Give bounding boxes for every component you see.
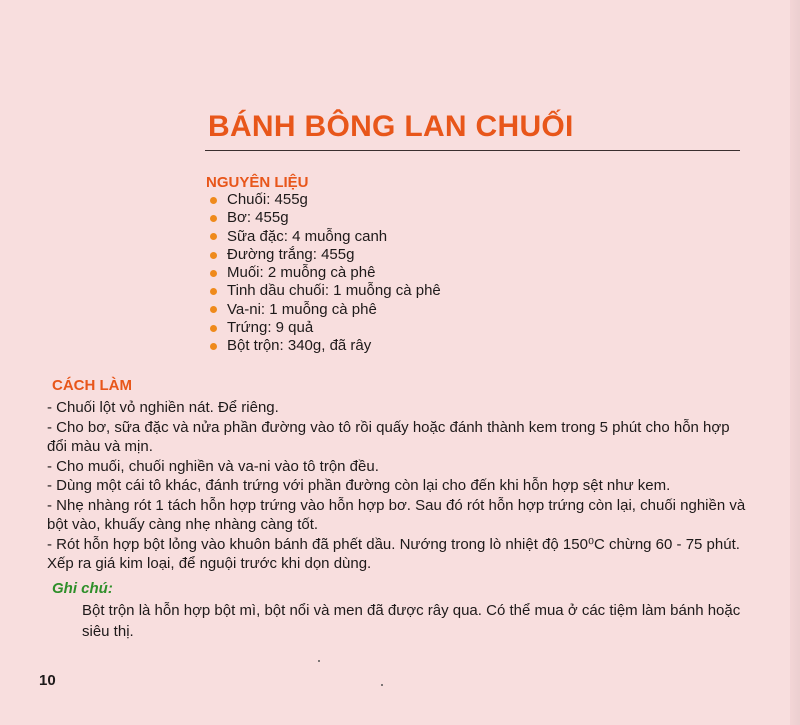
ingredient-item <box>210 282 441 300</box>
bullet-icon <box>210 233 217 240</box>
ingredient-item <box>210 209 441 227</box>
ingredient-item <box>210 301 441 319</box>
note-text: Bột trộn là hỗn hợp bột mì, bột nổi và men đã được rây qua. Có thể mua ở các tiệm làm bánh hoặc siêu thị. <box>82 602 741 640</box>
ingredient-item <box>210 264 441 282</box>
page-number: 10 <box>39 672 56 689</box>
bullet-icon <box>210 343 217 350</box>
method-step: - Nhẹ nhàng rót 1 tách hỗn hợp trứng vào hỗn hợp bơ. Sau đó rót hỗn hợp trứng còn lại, chuối nghiền và bột vào, khuấy càng nhẹ nhàng càng tốt. <box>47 496 746 533</box>
ingredient-text: Đường trắng: 455g <box>227 245 355 263</box>
method-step: - Dùng một cái tô khác, đánh trứng với phần đường còn lại cho đến khi hỗn hợp sệt như kem. <box>47 477 671 494</box>
ingredient-text: Muối: 2 muỗng cà phê <box>227 264 376 282</box>
bullet-icon <box>210 252 217 259</box>
method-step: - Cho bơ, sữa đặc và nửa phần đường vào tô rồi quấy hoặc đánh thành kem trong 5 phút cho hỗn hợp đổi màu và mịn. <box>47 418 730 455</box>
ingredient-text: Bơ: 455g <box>227 209 289 227</box>
bullet-icon <box>210 325 217 332</box>
ingredient-item <box>210 228 441 246</box>
method-step: - Chuối lột vỏ nghiền nát. Để riêng. <box>47 399 279 416</box>
ingredient-text: Chuối: 455g <box>227 191 308 208</box>
ingredient-text: Tinh dầu chuối: 1 muỗng cà phê <box>227 282 441 300</box>
ingredient-item <box>210 319 441 337</box>
ingredient-item <box>210 246 441 264</box>
title-underline <box>205 150 740 151</box>
ingredient-text: Bột trộn: 340g, đã rây <box>227 337 372 355</box>
method-step: - Rót hỗn hợp bột lỏng vào khuôn bánh đã phết dầu. Nướng trong lò nhiệt độ 150⁰C chừng 60 - 75 phút. Xếp ra giá kim loại, để nguội trước khi dọn dùng. <box>47 535 740 572</box>
bullet-icon <box>210 197 217 204</box>
print-speck <box>318 660 320 662</box>
ingredients-list <box>210 191 441 356</box>
ingredients-heading: NGUYÊN LIỆU <box>206 174 309 191</box>
ingredient-item <box>210 191 441 209</box>
method-heading: CÁCH LÀM <box>52 377 132 394</box>
method-step: - Cho muối, chuối nghiền và va-ni vào tô trộn đều. <box>47 457 379 475</box>
bullet-icon <box>210 270 217 277</box>
bullet-icon <box>210 215 217 222</box>
ingredient-text: Va-ni: 1 muỗng cà phê <box>227 300 377 318</box>
print-speck <box>381 684 383 686</box>
ingredient-item <box>210 337 441 355</box>
recipe-title: BÁNH BÔNG LAN CHUỐI <box>208 110 574 143</box>
ingredient-text: Sữa đặc: 4 muỗng canh <box>227 227 388 245</box>
method-steps <box>47 398 747 574</box>
bullet-icon <box>210 288 217 295</box>
bullet-icon <box>210 306 217 313</box>
note-heading: Ghi chú: <box>52 580 113 597</box>
page-edge <box>790 0 800 725</box>
ingredient-text: Trứng: 9 quả <box>227 319 314 337</box>
